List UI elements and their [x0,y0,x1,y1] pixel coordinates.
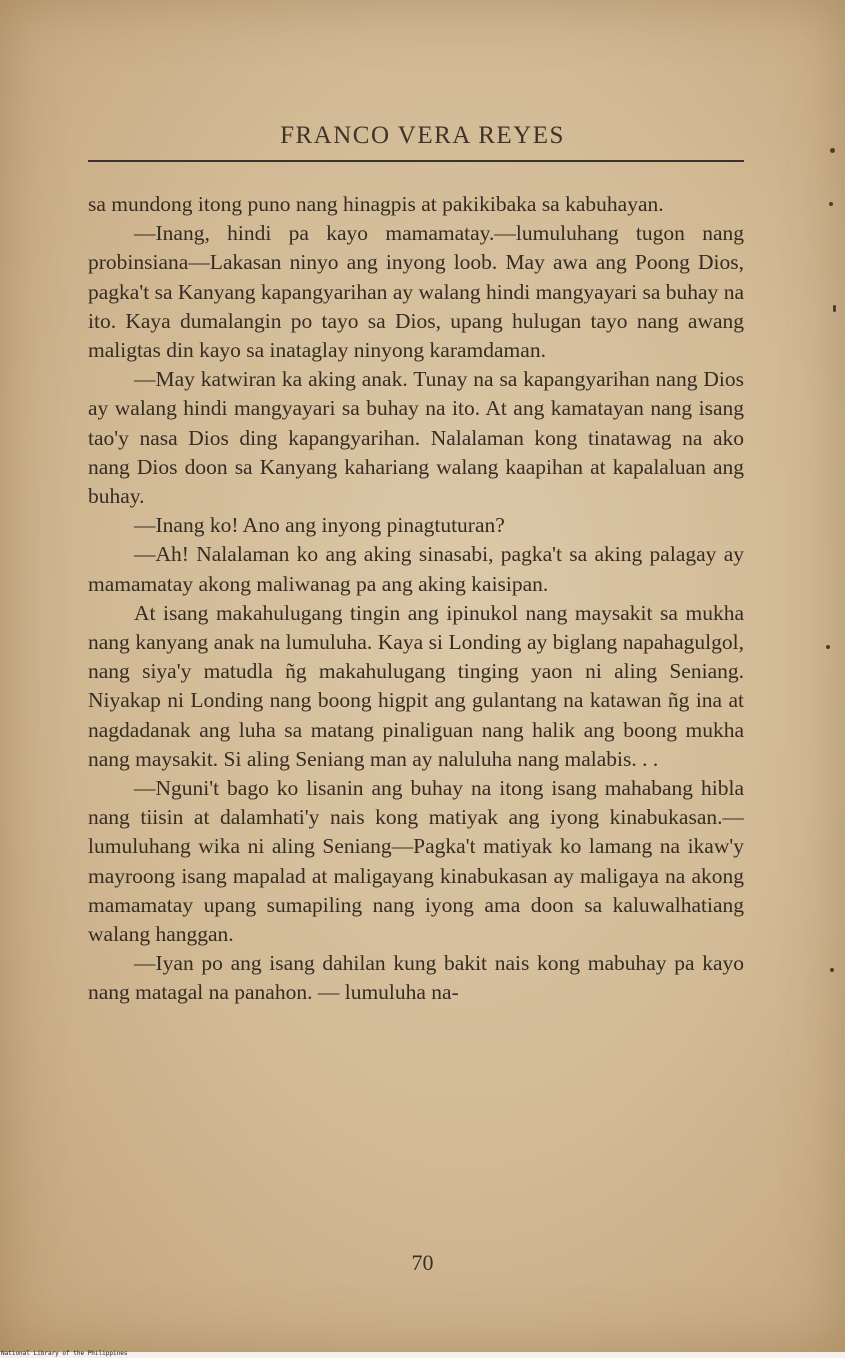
library-credit: National Library of the Philippines [1,1350,128,1357]
page-number: 70 [411,1250,434,1275]
ink-speck [830,968,834,972]
paragraph-2: —Inang, hindi pa kayo mamamatay.—lumuluhang tugon nang probinsiana—Lakasan ninyo ang inyong loob. May awa ang Poong Dios, pagka't sa Kanyang kapangyarihan ay walang hindi mangyayari sa buhay na ito. Kaya dumalangin po tayo sa Dios, upang hulugan tayo nang awang maligtas din kayo sa inataglay ninyong karamdaman. [88,221,744,363]
paragraph-4: —Inang ko! Ano ang inyong pinagtuturan? [134,513,505,538]
paragraph-5: —Ah! Nalalaman ko ang aking sinasabi, pagka't sa aking palagay ay mamamatay akong maliwanag pa ang aking kaisipan. [88,542,744,596]
ink-speck [830,148,835,153]
paragraph-6: At isang makahulugang tingin ang ipinukol nang maysakit sa mukha nang kanyang anak na lumuluha. Kaya si Londing ay biglang napahagulgol, nang siya'y matudla ñg makahulugang tinging yaon ni aling Seniang. Niyakap ni Londing nang boong higpit ang gulantang na katawan ñg ina at nagdadanak ang luha sa matang pinaliguan nang halik ang boong mukha nang maysakit. Si aling Seniang man ay naluluha nang malabis. . . [88,600,744,771]
ink-speck [829,202,833,206]
paragraph-3: —May katwiran ka aking anak. Tunay na sa kapangyarihan nang Dios ay walang hindi mangyayari sa buhay na ito. At ang kamatayan nang isang tao'y nasa Dios ding kapangyarihan. Nalalaman kong tinatawag na ako nang Dios doon sa Kanyang kahariang walang kaapihan at kapalaluan ang buhay. [88,367,744,509]
page-body-text [88,190,744,1008]
paragraph-7: —Nguni't bago ko lisanin ang buhay na itong isang mahabang hibla nang tiisin at dalamhati'y nais kong matiyak ang iyong kinabukasan.—lumuluhang wika ni aling Seniang—Pagka't matiyak ko lamang na ikaw'y mayroong isang mapalad at maligayang kinabukasan ay maligaya na akong mamamatay upang sumapiling nang iyong ama doon sa kaluwalhatiang walang hanggan. [88,776,744,947]
ink-speck [826,645,830,649]
running-header: FRANCO VERA REYES [280,122,565,149]
ink-speck [833,305,836,312]
paragraph-1: sa mundong itong puno nang hinagpis at pakikibaka sa kabuhayan. [88,192,664,216]
paragraph-8: —Iyan po ang isang dahilan kung bakit nais kong mabuhay pa kayo nang matagal na panahon. — lumuluha na- [88,951,744,1005]
header-rule [88,160,744,162]
